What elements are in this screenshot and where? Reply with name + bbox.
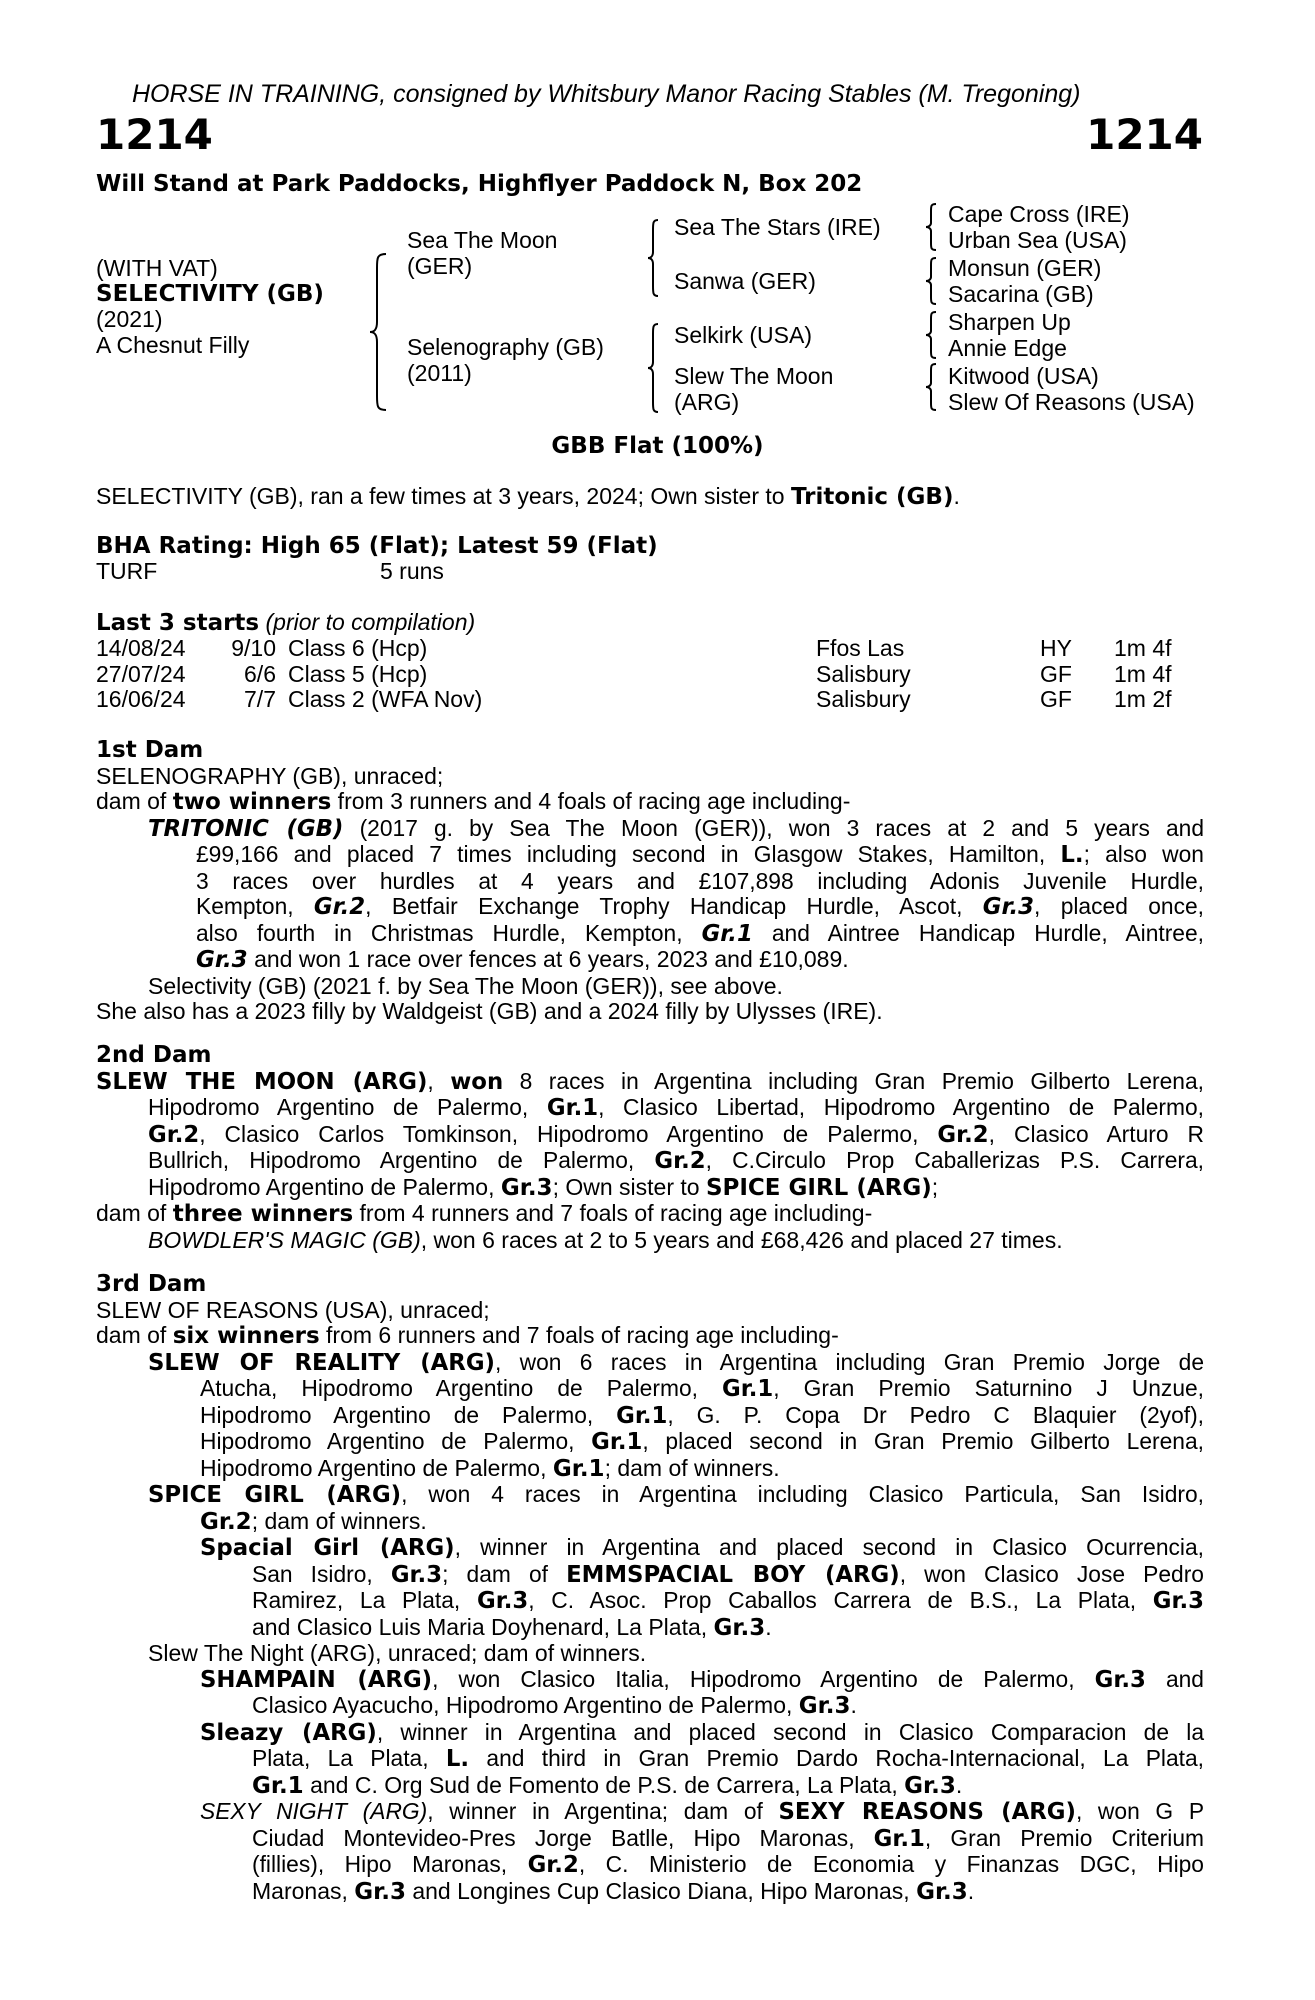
slew-of-reality-entry: SLEW OF REALITY (ARG), won 6 races in Argentina including Gran Premio Jorge de Atucha, Hipodromo Argentino de Palermo, Gr.1, Gran Premio Saturnino J Unzue, Hipodromo Argentino de Palermo, Gr.1, G. P. Copa Dr Pedro C Blaquier (2yof), Hipodromo Argentino de Palermo, Gr.1, placed second in Gran Premio Gilberto Lerena, Hipodromo Argentino de Palermo, Gr.1; dam of winners. xyxy=(148,1348,1205,1482)
sire xyxy=(407,228,557,279)
first-dam-heading: 1st Dam xyxy=(96,737,204,763)
last-starts-table xyxy=(96,636,1216,713)
start-course: Salisbury xyxy=(816,660,911,687)
sire-dam: Sanwa (GER) xyxy=(674,268,816,294)
first-dam-section xyxy=(96,738,1204,1025)
first-dam-line: SELENOGRAPHY (GB), unraced; xyxy=(96,762,444,789)
summary-sibling: Tritonic (GB) xyxy=(790,484,954,510)
start-position: 7/7 xyxy=(244,686,276,712)
start-distance: 1m 2f xyxy=(1114,686,1172,712)
start-class: Class 5 (Hcp) xyxy=(288,660,428,687)
start-position: 6/6 xyxy=(244,660,276,687)
sleazy-entry: Sleazy (ARG), winner in Argentina and placed second in Clasico Comparacion de la Plata, La Plata, L. and third in Gran Premio Dardo Rocha-Internacional, La Plata, Gr.1 and C. Org Sud de Fomento de P.S. de Carrera, La Plata, Gr.3. xyxy=(200,1718,1204,1799)
first-dam-produce: dam of two winners from 3 runners and 4 foals of racing age including- xyxy=(96,788,851,815)
start-distance: 1m 4f xyxy=(1114,660,1172,687)
second-dam-produce: dam of three winners from 4 runners and 7 foals of racing age including- xyxy=(96,1200,873,1227)
dam-dam xyxy=(674,364,833,415)
dam-line2: (2011) xyxy=(407,359,472,386)
ancestor-g3: Monsun (GER) xyxy=(948,255,1102,281)
start-date: 14/08/24 xyxy=(96,635,186,661)
spacial-girl-entry: Spacial Girl (ARG), winner in Argentina and placed second in Clasico Ocurrencia, San Isidro, Gr.3; dam of EMMSPACIAL BOY (ARG), won Clasico Jose Pedro Ramirez, La Plata, Gr.3, C. Asoc. Prop Caballos Carrera de B.S., La Plata, Gr.3 and Clasico Luis Maria Doyhenard, La Plata, Gr.3. xyxy=(200,1534,1204,1641)
second-dam-record: SLEW THE MOON (ARG), won 8 races in Argentina including Gran Premio Gilberto Lerena, xyxy=(96,1067,1204,1095)
dam-sire: Selkirk (USA) xyxy=(674,322,813,348)
ancestor-g5: Sharpen Up xyxy=(948,309,1071,335)
third-dam-heading: 3rd Dam xyxy=(96,1271,207,1297)
slew-the-night-entry: Slew The Night (ARG), unraced; dam of winners. xyxy=(148,1640,647,1666)
ancestor-g6: Annie Edge xyxy=(948,335,1067,361)
location-line: Will Stand at Park Paddocks, Highflyer Paddock N, Box 202 xyxy=(96,171,863,197)
bha-surface: TURF xyxy=(96,558,158,584)
last-starts-title: Last 3 starts xyxy=(96,610,260,636)
dam-line1: Selenography (GB) xyxy=(407,334,604,360)
bowdler-entry: BOWDLER'S MAGIC (GB), won 6 races at 2 to 5 years and £68,426 and placed 27 times. xyxy=(148,1226,1063,1253)
first-dam-also: She also has a 2023 filly by Waldgeist (GB) and a 2024 filly by Ulysses (IRE). xyxy=(96,998,883,1024)
start-class: Class 6 (Hcp) xyxy=(288,635,428,661)
g-brace-1 xyxy=(924,202,940,252)
second-dam-section: 2nd Dam SLEW THE MOON (ARG), won 8 races in Argentina including Gran Premio Gilberto Lerena, Hipodromo Argentino de Palermo, Gr.1, Clasico Libertad, Hipodromo Argentino de Palermo, Gr.2, Clasico Carlos Tomkinson, Hipodromo Argentino de Palermo, Gr.2, Clasico Arturo R Bullrich, Hipodromo Argentino de Palermo, Gr.2, C.Circulo Prop Caballerizas P.S. Carrera, Hipodromo Argentino de Palermo, Gr.3; Own sister to SPICE GIRL (ARG); dam of three winners from 4 runners and 7 foals of racing age including- BOWDLER'S MAGIC (GB), won 6 races at 2 to 5 years and £68,426 and placed 27 times. xyxy=(96,1042,1204,1253)
third-dam-line: SLEW OF REASONS (USA), unraced; xyxy=(96,1296,490,1323)
consignor-line: HORSE IN TRAINING, consigned by Whitsbury Manor Racing Stables (M. Tregoning) xyxy=(132,80,1081,108)
third-dam-produce: dam of six winners from 6 runners and 7 foals of racing age including- xyxy=(96,1322,839,1349)
lot-number-left: 1214 xyxy=(96,110,213,159)
start-position: 9/10 xyxy=(231,635,276,661)
start-date: 16/06/24 xyxy=(96,686,186,712)
start-class: Class 2 (WFA Nov) xyxy=(288,686,483,712)
start-distance: 1m 4f xyxy=(1114,635,1172,661)
summary-end: . xyxy=(953,483,960,509)
g-brace-3 xyxy=(924,310,940,360)
shampain-entry: SHAMPAIN (ARG), won Clasico Italia, Hipodromo Argentino de Palermo, Gr.3 and Clasico Ayacucho, Hipodromo Argentino de Palermo, Gr.3. xyxy=(200,1665,1204,1719)
horse-description: A Chesnut Filly xyxy=(96,331,250,358)
second-dam-heading: 2nd Dam xyxy=(96,1042,212,1068)
tritonic-entry: TRITONIC (GB) (2017 g. by Sea The Moon (GER)), won 3 races at 2 and 5 years and £99,166 and placed 7 times including second in Glasgow Stakes, Hamilton, L.; also won 3 races over hurdles at 4 years and £107,898 including Adonis Juvenile Hurdle, Kempton, Gr.2, Betfair Exchange Trophy Handicap Hurdle, Ascot, Gr.3, placed once, also fourth in Christmas Hurdle, Kempton, Gr.1 and Aintree Handicap Hurdle, Aintree, Gr.3 and won 1 race over fences at 6 years, 2023 and £10,089. xyxy=(148,814,1205,973)
ancestor-g7: Kitwood (USA) xyxy=(948,363,1099,389)
sexy-night-entry: SEXY NIGHT (ARG), winner in Argentina; dam of SEXY REASONS (ARG), won G P Ciudad Montevideo-Pres Jorge Batlle, Hipo Maronas, Gr.1, Gran Premio Criterium (fillies), Hipo Maronas, Gr.2, C. Ministerio de Economia y Finanzas DGC, Hipo Maronas, Gr.3 and Longines Cup Clasico Diana, Hipo Maronas, Gr.3. xyxy=(200,1798,1205,1905)
ancestor-g1: Cape Cross (IRE) xyxy=(948,201,1130,227)
start-going: GF xyxy=(1040,660,1072,687)
table-row xyxy=(96,662,1216,688)
gbb-label: GBB Flat (100%) xyxy=(551,433,764,459)
g-brace-4 xyxy=(924,362,940,412)
sire-line1: Sea The Moon xyxy=(407,227,558,253)
ancestor-g4: Sacarina (GB) xyxy=(948,281,1094,307)
summary-line xyxy=(96,484,960,511)
start-going: GF xyxy=(1040,686,1072,712)
sire-brace xyxy=(646,218,662,298)
selectivity-entry: Selectivity (GB) (2021 f. by Sea The Moon (GER)), see above. xyxy=(148,972,783,999)
table-row xyxy=(96,687,1216,713)
gen3-ancestors xyxy=(948,202,1195,416)
dam xyxy=(407,335,604,386)
tritonic-name: TRITONIC (GB) xyxy=(148,815,344,842)
start-course: Salisbury xyxy=(816,686,911,712)
bha-rating: BHA Rating: High 65 (Flat); Latest 59 (Flat) xyxy=(96,533,658,559)
ancestor-g2: Urban Sea (USA) xyxy=(948,227,1127,253)
dam-dam-line2: (ARG) xyxy=(674,388,740,415)
spice-girl-entry: SPICE GIRL (ARG), won 4 races in Argentina including Clasico Particula, San Isidro, Gr.2; dam of winners. xyxy=(148,1481,1204,1535)
ancestor-g8: Slew Of Reasons (USA) xyxy=(948,389,1195,415)
dam-brace xyxy=(646,322,662,414)
last-starts-heading xyxy=(96,610,475,637)
start-going: HY xyxy=(1040,635,1072,661)
horse-year: (2021) xyxy=(96,306,163,332)
summary-text: SELECTIVITY (GB), ran a few times at 3 years, 2024; Own sister to xyxy=(96,483,791,509)
last-starts-note: (prior to compilation) xyxy=(265,609,476,635)
lot-number-right: 1214 xyxy=(1086,110,1203,159)
g-brace-2 xyxy=(924,256,940,306)
main-brace xyxy=(368,252,390,412)
vat-label: (WITH VAT) xyxy=(96,255,218,281)
table-row xyxy=(96,636,1216,662)
third-dam-section xyxy=(96,1272,1204,1905)
dam-dam-line1: Slew The Moon xyxy=(674,363,834,389)
sire-line2: (GER) xyxy=(407,252,473,279)
start-date: 27/07/24 xyxy=(96,660,186,687)
sire-sire: Sea The Stars (IRE) xyxy=(674,214,881,240)
horse-identity xyxy=(96,256,324,358)
start-course: Ffos Las xyxy=(816,635,905,661)
horse-name: SELECTIVITY (GB) xyxy=(96,280,324,307)
bha-runs: 5 runs xyxy=(380,558,444,584)
